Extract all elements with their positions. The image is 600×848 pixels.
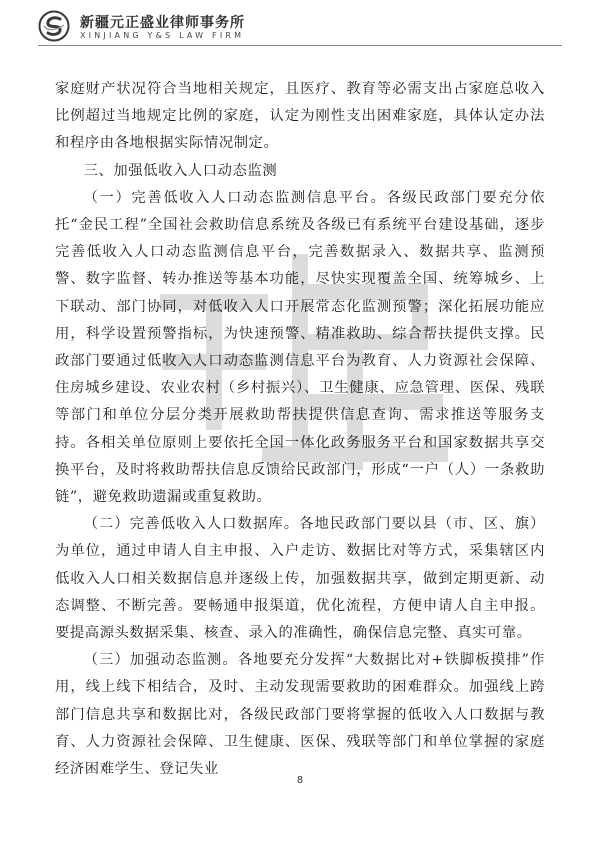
paragraph-continuation: 家庭财产状况符合当地相关规定，且医疗、教育等必需支出占家庭总收入比例超过当地规定比例的家庭，认定为刚性支出困难家庭，具体认定办法和程序由各地根据实际情况制定。 xyxy=(55,81,545,152)
section-heading: 三、加强低收入人口动态监测 xyxy=(83,162,278,179)
firm-name-en: XINJIANG Y&S LAW FIRM xyxy=(80,31,245,40)
header-divider xyxy=(38,45,562,46)
page-number: 8 xyxy=(296,775,304,786)
paragraph-database: （二）完善低收入人口数据库。各地民政部门要以县（市、区、旗）为单位，通过申请人自主申报、入户走访、数据比对等方式，采集辖区内低收入人口相关数据信息并逐级上传，加强数据共享，做到定期更新、动态调整、不断完善。要畅通申报渠道，优化流程，方便申请人自主申报。要提高源头数据采集、核查、录入的准确性，确保信息完整、真实可靠。 xyxy=(55,516,545,642)
paragraph-monitoring-platform: （一）完善低收入人口动态监测信息平台。各级民政部门要充分依托“金民工程”全国社会救助信息系统及各级已有系统平台建设基础，逐步完善低收入人口动态监测信息平台，完善数据录入、数据共享、监测预警、数字监督、转办推送等基本功能，尽快实现覆盖全国、统筹城乡、上下联动、部门协同，对低收入人口开展常态化监测预警；深化拓展功能应用，科学设置预警指标，为快速预警、精准救助、综合帮扶提供支撑。民政部门要通过低收入人口动态监测信息平台为教育、人力资源社会保障、住房城乡建设、农业农村（乡村振兴）、卫生健康、应急管理、医保、残联等部门和单位分层分类开展救助帮扶提供信息查询、需求推送等服务支持。各相关单位原则上要依托全国一体化政务服务平台和国家数据共享交换平台，及时将救助帮扶信息反馈给民政部门，形成“一户（人）一条救助链”，避免救助遗漏或重复救助。 xyxy=(55,189,545,506)
document-body xyxy=(55,76,545,783)
firm-name-cn: 新疆元正盛业律师事务所 xyxy=(80,15,245,31)
swirl-s-logo-icon xyxy=(38,10,70,42)
page-header xyxy=(38,8,562,42)
paragraph-dynamic-monitoring: （三）加强动态监测。各地要充分发挥“大数据比对+铁脚板摸排”作用，线上线下相结合，及时、主动发现需要救助的困难群众。加强线上跨部门信息共享和数据比对，各级民政部门要将掌握的低收入人口数据与教育、人力资源社会保障、卫生健康、医保、残联等部门和单位掌握的家庭经济困难学生、登记失业 xyxy=(55,652,545,778)
